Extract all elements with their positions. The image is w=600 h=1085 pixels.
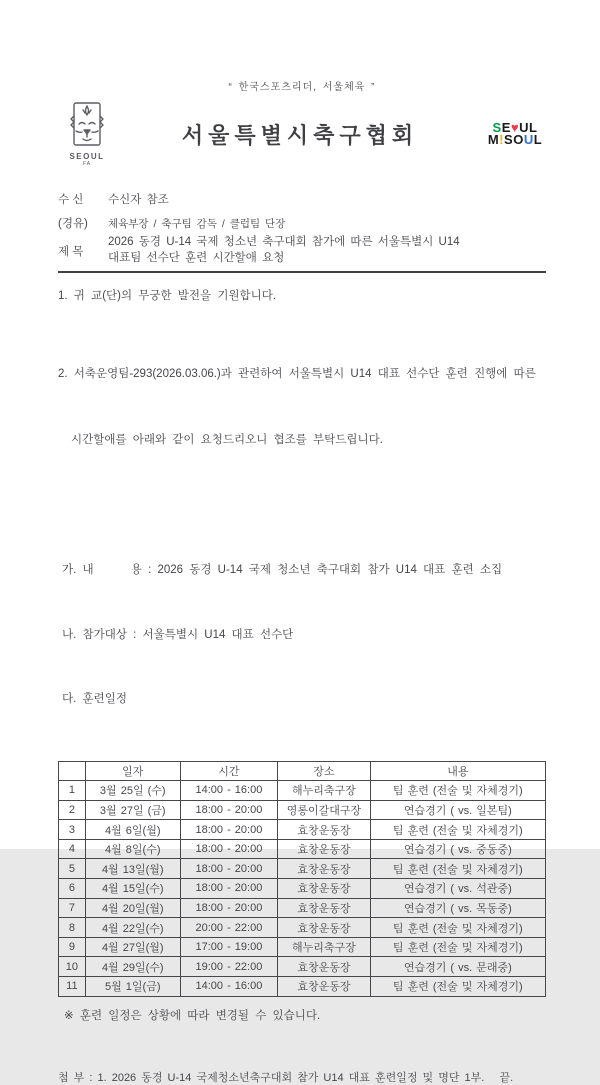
paragraph-2-line2: 시간할애를 아래와 같이 요청드리오니 협조를 부탁드립니다.	[71, 434, 383, 446]
training-schedule-table	[58, 761, 546, 997]
col-place: 장소	[278, 761, 371, 781]
table-row	[59, 879, 546, 899]
cell-content: 연습경기 ( vs. 목동중)	[370, 898, 545, 918]
recipient-label: 수 신	[58, 194, 84, 206]
cell-date: 4월 20일(월)	[85, 898, 180, 918]
cell-time: 20:00 - 22:00	[180, 918, 277, 938]
col-content: 내용	[370, 761, 545, 781]
document-meta	[58, 187, 546, 266]
cell-time: 18:00 - 20:00	[180, 839, 277, 859]
cell-content: 팀 훈련 (전술 및 자체경기)	[370, 781, 545, 801]
table-row	[59, 781, 546, 801]
cell-no: 4	[59, 839, 86, 859]
subject-label: 제 목	[58, 245, 84, 258]
cell-no: 8	[59, 918, 86, 938]
logo-letter: U	[523, 132, 534, 147]
cell-place: 효창운동장	[278, 957, 371, 977]
cell-date: 4월 13일(월)	[85, 859, 180, 879]
subject-text-line1: 2026 동경 U-14 국제 청소년 축구대회 참가에 따른 서울특별시 U14	[108, 236, 460, 248]
seoul-my-soul-logo	[484, 122, 546, 146]
logo-letter: L	[529, 120, 538, 135]
item-schedule: 다. 훈련일정	[62, 693, 127, 705]
logo-letter: !	[499, 132, 505, 147]
recipient-line	[58, 187, 546, 211]
page-title: 서울특별시축구협회	[181, 122, 419, 148]
paragraph-2-line1: 2. 서축운영팀-293(2026.03.06.)과 관련하여 서울특별시 U14 대표 선수단 훈련 진행에 따른	[58, 368, 536, 380]
col-no	[59, 761, 86, 781]
header-slogan: “ 한국스포츠리더, 서울체육 ”	[228, 82, 376, 93]
cell-place: 효창운동장	[278, 859, 371, 879]
logo-letter: S	[504, 132, 514, 147]
table-row	[59, 820, 546, 840]
logo-letter: O	[513, 132, 524, 147]
cell-content: 팀 훈련 (전술 및 자체경기)	[370, 859, 545, 879]
table-row	[59, 800, 546, 820]
cell-place: 해누리축구장	[278, 781, 371, 801]
logo-letter: E	[501, 120, 511, 135]
table-row	[59, 839, 546, 859]
table-row	[59, 977, 546, 997]
paragraph-2	[58, 319, 546, 495]
table-row	[59, 859, 546, 879]
cell-time: 14:00 - 16:00	[180, 977, 277, 997]
cell-date: 4월 27일(월)	[85, 937, 180, 957]
sub-items	[58, 517, 546, 754]
logo-letter: M	[487, 132, 500, 147]
cell-date: 4월 22일(수)	[85, 918, 180, 938]
logo-letter: U	[519, 120, 529, 135]
cell-date: 4월 8일(수)	[85, 839, 180, 859]
cell-time: 17:00 - 19:00	[180, 937, 277, 957]
cell-time: 18:00 - 20:00	[180, 879, 277, 899]
cell-time: 18:00 - 20:00	[180, 800, 277, 820]
schedule-note: ※ 훈련 일정은 상황에 따라 변경될 수 있습니다.	[64, 1009, 321, 1022]
cell-content: 연습경기 ( vs. 문래중)	[370, 957, 545, 977]
cell-date: 3월 27일 (금)	[85, 800, 180, 820]
cell-date: 4월 29일(수)	[85, 957, 180, 977]
subject-text	[108, 235, 460, 266]
document-header	[58, 97, 546, 171]
table-row	[59, 898, 546, 918]
item-participants: 나. 참가대상 : 서울특별시 U14 대표 선수단	[62, 628, 294, 641]
cell-content: 연습경기 ( vs. 일본팀)	[370, 800, 545, 820]
table-body	[59, 781, 546, 997]
seoul-fa-sub: FA	[82, 161, 92, 167]
cell-content: 팀 훈련 (전술 및 자체경기)	[370, 820, 545, 840]
cell-no: 3	[59, 820, 86, 840]
logo-letter: ♥	[510, 120, 520, 135]
cell-place: 효창운동장	[278, 879, 371, 899]
recipient-value: 수신자 참조	[108, 194, 169, 206]
logo-letter: S	[492, 120, 502, 135]
subject-text-line2: 대표팀 선수단 훈련 시간할애 요청	[108, 251, 285, 264]
cell-time: 19:00 - 22:00	[180, 957, 277, 977]
cell-time: 14:00 - 16:00	[180, 781, 277, 801]
cell-time: 18:00 - 20:00	[180, 859, 277, 879]
via-line	[58, 211, 546, 235]
cell-content: 팀 훈련 (전술 및 자체경기)	[370, 937, 545, 957]
cell-date: 5월 1일(금)	[85, 977, 180, 997]
cell-place: 해누리축구장	[278, 937, 371, 957]
cell-time: 18:00 - 20:00	[180, 898, 277, 918]
seoul-my-soul-line2	[484, 134, 546, 146]
cell-place: 효창운동장	[278, 839, 371, 859]
cell-content: 연습경기 ( vs. 석관중)	[370, 879, 545, 899]
cell-content: 연습경기 ( vs. 중동중)	[370, 839, 545, 859]
table-row	[59, 918, 546, 938]
col-time: 시간	[180, 761, 277, 781]
table-row	[59, 937, 546, 957]
cell-no: 6	[59, 879, 86, 899]
table-row	[59, 957, 546, 977]
cell-place: 효창운동장	[278, 977, 371, 997]
cell-content: 팀 훈련 (전술 및 자체경기)	[370, 918, 545, 938]
cell-place: 영롱이갈대구장	[278, 800, 371, 820]
cell-no: 10	[59, 957, 86, 977]
item-content: 가. 내 용 : 2026 동경 U-14 국제 청소년 축구대회 참가 U14 대표 훈련 소집	[62, 564, 503, 576]
cell-place: 효창운동장	[278, 918, 371, 938]
cell-place: 효창운동장	[278, 820, 371, 840]
cell-date: 4월 15일(수)	[85, 879, 180, 899]
seoul-fa-wordmark: SEOUL	[69, 152, 105, 161]
cell-date: 4월 6일(월)	[85, 820, 180, 840]
cell-no: 1	[59, 781, 86, 801]
subject-line	[58, 235, 546, 266]
cell-content: 팀 훈련 (전술 및 자체경기)	[370, 977, 545, 997]
cell-no: 11	[59, 977, 86, 997]
logo-letter: L	[533, 132, 543, 147]
cell-time: 18:00 - 20:00	[180, 820, 277, 840]
cell-no: 5	[59, 859, 86, 879]
col-date: 일자	[85, 761, 180, 781]
cell-place: 효창운동장	[278, 898, 371, 918]
attachment-line: 첨 부 : 1. 2026 동경 U-14 국제청소년축구대회 참가 U14 대표 훈련일정 및 명단 1부. 끝.	[58, 1071, 514, 1084]
tiger-emblem-icon	[65, 101, 109, 151]
table-header-row	[59, 761, 546, 781]
table-header	[59, 761, 546, 781]
cell-no: 2	[59, 800, 86, 820]
via-value: 체육부장 / 축구팀 감독 / 클럽팀 단장	[108, 217, 286, 230]
paragraph-1: 1. 귀 교(단)의 무궁한 발전을 기원합니다.	[58, 290, 277, 302]
cell-no: 9	[59, 937, 86, 957]
cell-date: 3월 25일 (수)	[85, 781, 180, 801]
header-divider	[58, 271, 546, 273]
via-label: (경유)	[58, 218, 88, 230]
seoul-fa-logo	[58, 101, 116, 167]
cell-no: 7	[59, 898, 86, 918]
